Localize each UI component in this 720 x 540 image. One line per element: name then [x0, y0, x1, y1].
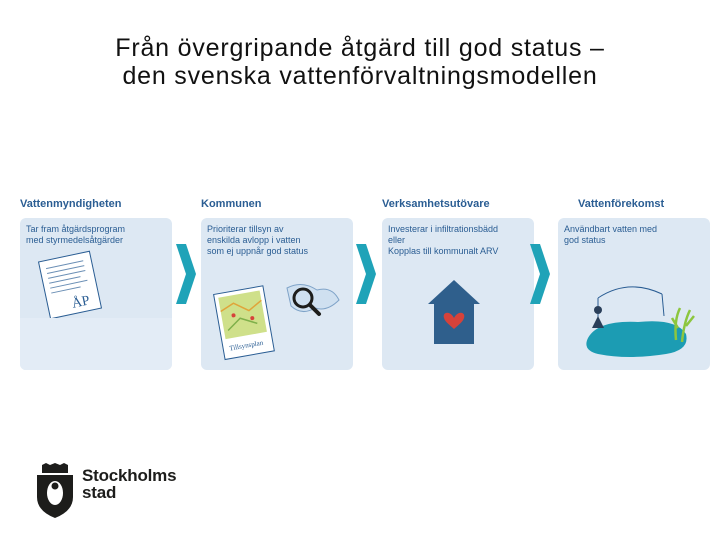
- stockholms-stad-logo: [34, 463, 184, 519]
- title-line-2: den svenska vattenförvaltningsmodellen: [122, 62, 598, 90]
- stage-box: [20, 218, 172, 370]
- stage-box: [382, 218, 534, 370]
- logo-wordmark: Stockholms stad: [82, 466, 177, 502]
- stage-header: Kommunen: [201, 198, 262, 210]
- stage-vattenmyndigheten: [20, 194, 172, 370]
- svg-text:Tillsynsplan: Tillsynsplan: [228, 338, 264, 353]
- stage-header: Vattenförekomst: [578, 198, 665, 210]
- stage-description: Användbart vatten med god status: [564, 224, 658, 245]
- stage-box: [201, 218, 353, 370]
- house-heart-icon: [424, 278, 484, 344]
- slide-title: [0, 34, 720, 90]
- stage-header: Verksamhetsutövare: [382, 198, 490, 210]
- document-icon: [30, 250, 110, 320]
- fishing-lake-icon: [558, 258, 710, 370]
- city-crest-icon: [34, 463, 76, 519]
- stage-header: Vattenmyndigheten: [20, 198, 122, 210]
- stage-description: Investerar i infiltrationsbädd eller Kopplas till kommunalt ARV: [388, 224, 499, 256]
- stage-description: Tar fram åtgärdsprogram med styrmedelsåtgärder: [26, 224, 126, 245]
- stage-kommunen: [201, 194, 353, 370]
- stage-box: [558, 218, 710, 370]
- chevron-arrow-icon: [530, 244, 550, 304]
- stage-vattenforekomst: [558, 194, 710, 370]
- chevron-arrow-icon: [356, 244, 376, 304]
- box-lower-panel: [20, 318, 172, 370]
- svg-text:ÅP: ÅP: [70, 293, 92, 312]
- chevron-arrow-icon: [176, 244, 196, 304]
- stage-verksamhetsutovare: [382, 194, 534, 370]
- map-magnifier-icon: [207, 268, 347, 368]
- stage-description: Prioriterar tillsyn av enskilda avlopp i vatten som ej uppnår god status: [207, 224, 309, 256]
- title-line-1: Från övergripande åtgärd till god status –: [115, 34, 605, 62]
